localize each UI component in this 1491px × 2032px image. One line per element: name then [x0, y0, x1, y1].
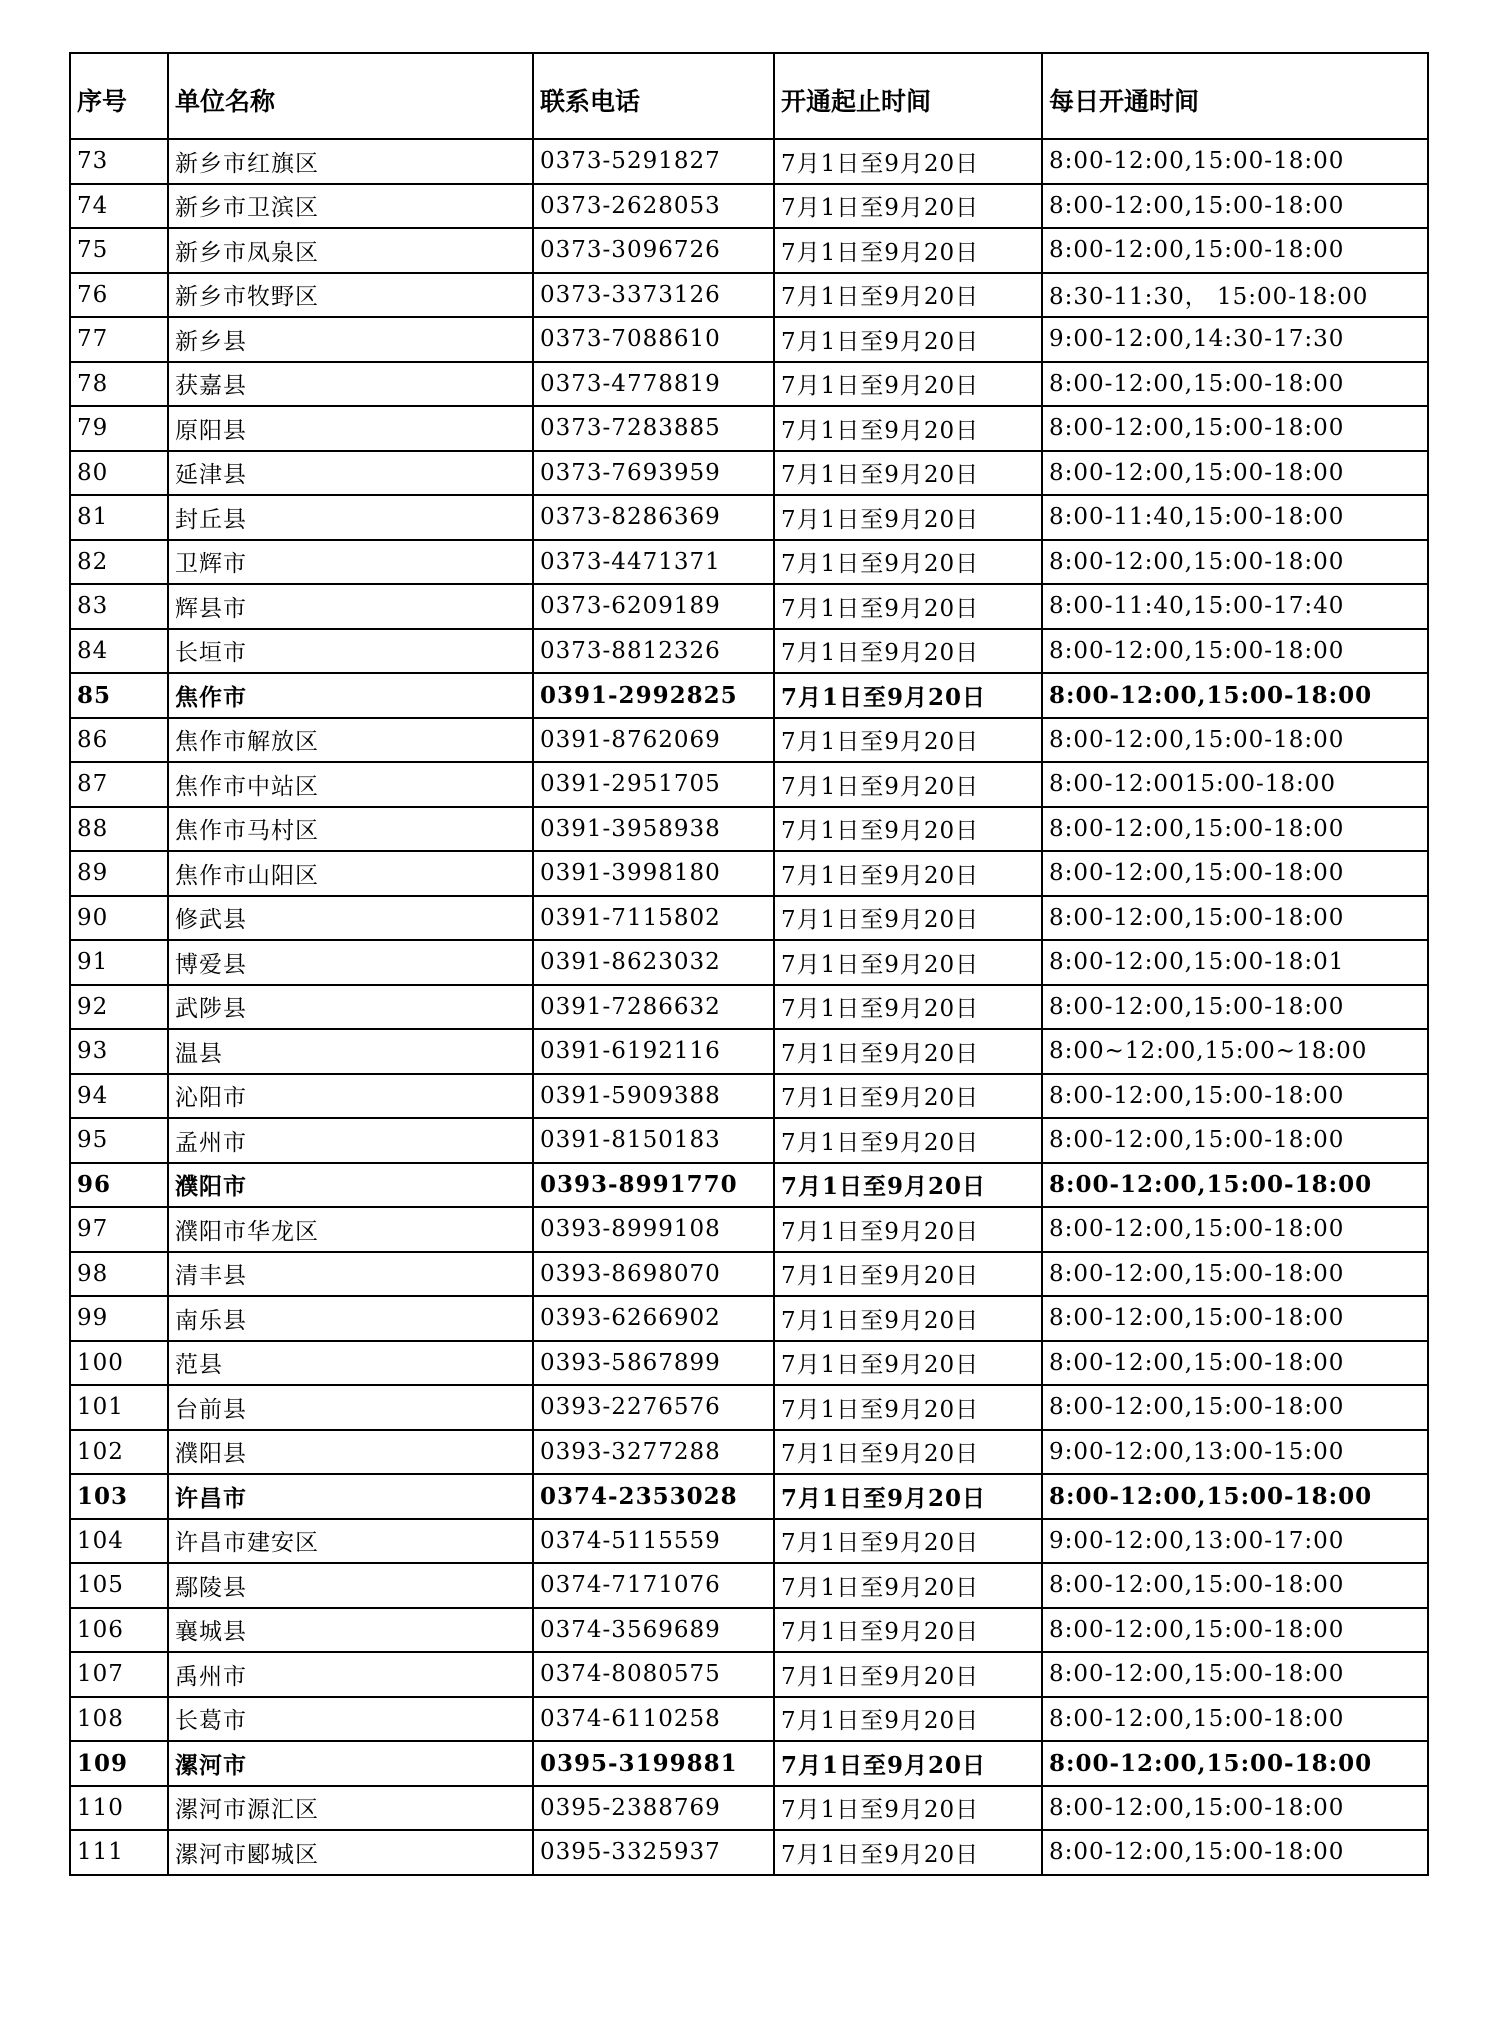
cell-serial-number: 90 [70, 896, 168, 941]
cell-serial-number: 83 [70, 584, 168, 629]
cell-daily-hours: 8:00-12:0015:00-18:00 [1042, 762, 1428, 807]
cell-service-period: 7月1日至9月20日 [774, 1563, 1042, 1608]
cell-contact-phone: 0393-5867899 [533, 1341, 774, 1386]
cell-daily-hours: 8:00-12:00,15:00-18:00 [1042, 1741, 1428, 1786]
header-row [70, 53, 1428, 139]
cell-unit-name: 焦作市 [168, 673, 533, 718]
cell-daily-hours: 9:00-12:00,13:00-17:00 [1042, 1519, 1428, 1564]
cell-serial-number: 81 [70, 495, 168, 540]
header-daily-hours: 每日开通时间 [1042, 53, 1428, 139]
cell-unit-name: 台前县 [168, 1385, 533, 1430]
cell-contact-phone: 0373-3373126 [533, 273, 774, 318]
cell-service-period: 7月1日至9月20日 [774, 1207, 1042, 1252]
table-row [70, 495, 1428, 540]
table-row [70, 1519, 1428, 1564]
cell-daily-hours: 8:00-12:00,15:00-18:00 [1042, 1207, 1428, 1252]
table-row [70, 540, 1428, 585]
cell-contact-phone: 0373-5291827 [533, 139, 774, 184]
cell-unit-name: 修武县 [168, 896, 533, 941]
table-row [70, 1563, 1428, 1608]
cell-daily-hours: 8:30-11:30， 15:00-18:00 [1042, 273, 1428, 318]
cell-serial-number: 79 [70, 406, 168, 451]
cell-serial-number: 84 [70, 629, 168, 674]
table-row [70, 807, 1428, 852]
cell-service-period: 7月1日至9月20日 [774, 1029, 1042, 1074]
header-unit-name: 单位名称 [168, 53, 533, 139]
cell-daily-hours: 8:00-12:00,15:00-18:00 [1042, 629, 1428, 674]
cell-contact-phone: 0391-7286632 [533, 985, 774, 1030]
table-row [70, 1652, 1428, 1697]
cell-service-period: 7月1日至9月20日 [774, 1252, 1042, 1297]
cell-unit-name: 焦作市中站区 [168, 762, 533, 807]
cell-service-period: 7月1日至9月20日 [774, 629, 1042, 674]
cell-serial-number: 75 [70, 228, 168, 273]
table-row [70, 1385, 1428, 1430]
cell-service-period: 7月1日至9月20日 [774, 139, 1042, 184]
table-row [70, 1163, 1428, 1208]
cell-service-period: 7月1日至9月20日 [774, 1163, 1042, 1208]
cell-service-period: 7月1日至9月20日 [774, 851, 1042, 896]
cell-service-period: 7月1日至9月20日 [774, 1830, 1042, 1875]
cell-unit-name: 漯河市 [168, 1741, 533, 1786]
table-row [70, 1830, 1428, 1875]
cell-unit-name: 新乡市卫滨区 [168, 184, 533, 229]
cell-daily-hours: 8:00-12:00,15:00-18:00 [1042, 139, 1428, 184]
cell-contact-phone: 0391-6192116 [533, 1029, 774, 1074]
cell-contact-phone: 0373-7283885 [533, 406, 774, 451]
table-row [70, 1118, 1428, 1163]
cell-contact-phone: 0373-8812326 [533, 629, 774, 674]
cell-serial-number: 105 [70, 1563, 168, 1608]
table-row [70, 673, 1428, 718]
cell-daily-hours: 8:00-12:00,15:00-18:00 [1042, 406, 1428, 451]
cell-unit-name: 范县 [168, 1341, 533, 1386]
cell-service-period: 7月1日至9月20日 [774, 1074, 1042, 1119]
cell-serial-number: 98 [70, 1252, 168, 1297]
cell-service-period: 7月1日至9月20日 [774, 1519, 1042, 1564]
cell-unit-name: 沁阳市 [168, 1074, 533, 1119]
cell-daily-hours: 8:00-12:00,15:00-18:00 [1042, 228, 1428, 273]
cell-daily-hours: 8:00-12:00,15:00-18:00 [1042, 1385, 1428, 1430]
cell-daily-hours: 8:00-12:00,15:00-18:00 [1042, 184, 1428, 229]
table-row [70, 718, 1428, 763]
cell-daily-hours: 8:00-12:00,15:00-18:00 [1042, 1296, 1428, 1341]
cell-service-period: 7月1日至9月20日 [774, 762, 1042, 807]
cell-daily-hours: 8:00-12:00,15:00-18:00 [1042, 1074, 1428, 1119]
table-row [70, 1074, 1428, 1119]
cell-daily-hours: 8:00-12:00,15:00-18:01 [1042, 940, 1428, 985]
cell-daily-hours: 8:00-12:00,15:00-18:00 [1042, 807, 1428, 852]
cell-daily-hours: 8:00-12:00,15:00-18:00 [1042, 1118, 1428, 1163]
cell-unit-name: 封丘县 [168, 495, 533, 540]
cell-daily-hours: 8:00-12:00,15:00-18:00 [1042, 1652, 1428, 1697]
cell-daily-hours: 8:00-12:00,15:00-18:00 [1042, 1608, 1428, 1653]
cell-unit-name: 温县 [168, 1029, 533, 1074]
cell-serial-number: 78 [70, 362, 168, 407]
table-row [70, 584, 1428, 629]
cell-serial-number: 97 [70, 1207, 168, 1252]
cell-contact-phone: 0373-4471371 [533, 540, 774, 585]
cell-serial-number: 101 [70, 1385, 168, 1430]
cell-contact-phone: 0395-2388769 [533, 1786, 774, 1831]
cell-unit-name: 博爱县 [168, 940, 533, 985]
cell-daily-hours: 8:00-12:00,15:00-18:00 [1042, 896, 1428, 941]
cell-daily-hours: 8:00-12:00,15:00-18:00 [1042, 851, 1428, 896]
table-body [70, 139, 1428, 1875]
table-row [70, 1341, 1428, 1386]
cell-unit-name: 焦作市山阳区 [168, 851, 533, 896]
table-row [70, 139, 1428, 184]
table-row [70, 896, 1428, 941]
cell-daily-hours: 8:00-12:00,15:00-18:00 [1042, 1830, 1428, 1875]
cell-contact-phone: 0374-5115559 [533, 1519, 774, 1564]
table-row [70, 362, 1428, 407]
cell-serial-number: 91 [70, 940, 168, 985]
cell-daily-hours: 8:00-12:00,15:00-18:00 [1042, 1252, 1428, 1297]
cell-unit-name: 卫辉市 [168, 540, 533, 585]
cell-service-period: 7月1日至9月20日 [774, 1385, 1042, 1430]
cell-contact-phone: 0373-2628053 [533, 184, 774, 229]
cell-contact-phone: 0393-8999108 [533, 1207, 774, 1252]
table-row [70, 317, 1428, 362]
cell-daily-hours: 8:00-11:40,15:00-18:00 [1042, 495, 1428, 540]
cell-service-period: 7月1日至9月20日 [774, 1697, 1042, 1742]
table-row [70, 1430, 1428, 1475]
cell-serial-number: 93 [70, 1029, 168, 1074]
cell-contact-phone: 0393-8698070 [533, 1252, 774, 1297]
cell-contact-phone: 0391-2992825 [533, 673, 774, 718]
cell-service-period: 7月1日至9月20日 [774, 1474, 1042, 1519]
cell-serial-number: 107 [70, 1652, 168, 1697]
cell-serial-number: 92 [70, 985, 168, 1030]
cell-unit-name: 许昌市建安区 [168, 1519, 533, 1564]
cell-daily-hours: 8:00-12:00,15:00-18:00 [1042, 362, 1428, 407]
table-row [70, 406, 1428, 451]
cell-daily-hours: 8:00-11:40,15:00-17:40 [1042, 584, 1428, 629]
cell-unit-name: 延津县 [168, 451, 533, 496]
cell-daily-hours: 8:00-12:00,15:00-18:00 [1042, 1563, 1428, 1608]
cell-contact-phone: 0391-3958938 [533, 807, 774, 852]
cell-unit-name: 禹州市 [168, 1652, 533, 1697]
cell-contact-phone: 0373-6209189 [533, 584, 774, 629]
table-row [70, 1786, 1428, 1831]
cell-service-period: 7月1日至9月20日 [774, 673, 1042, 718]
cell-unit-name: 鄢陵县 [168, 1563, 533, 1608]
cell-service-period: 7月1日至9月20日 [774, 317, 1042, 362]
contact-table [69, 52, 1429, 1876]
cell-contact-phone: 0391-8623032 [533, 940, 774, 985]
cell-daily-hours: 8:00-12:00,15:00-18:00 [1042, 540, 1428, 585]
cell-unit-name: 新乡市红旗区 [168, 139, 533, 184]
cell-service-period: 7月1日至9月20日 [774, 1296, 1042, 1341]
cell-serial-number: 111 [70, 1830, 168, 1875]
cell-unit-name: 武陟县 [168, 985, 533, 1030]
cell-serial-number: 85 [70, 673, 168, 718]
cell-serial-number: 95 [70, 1118, 168, 1163]
table-row [70, 1608, 1428, 1653]
cell-contact-phone: 0373-8286369 [533, 495, 774, 540]
cell-unit-name: 长垣市 [168, 629, 533, 674]
cell-unit-name: 孟州市 [168, 1118, 533, 1163]
cell-contact-phone: 0373-7088610 [533, 317, 774, 362]
cell-contact-phone: 0374-3569689 [533, 1608, 774, 1653]
cell-unit-name: 长葛市 [168, 1697, 533, 1742]
cell-unit-name: 南乐县 [168, 1296, 533, 1341]
table-row [70, 1474, 1428, 1519]
cell-service-period: 7月1日至9月20日 [774, 540, 1042, 585]
cell-unit-name: 襄城县 [168, 1608, 533, 1653]
table-row [70, 851, 1428, 896]
table-row [70, 1252, 1428, 1297]
cell-service-period: 7月1日至9月20日 [774, 807, 1042, 852]
cell-contact-phone: 0374-6110258 [533, 1697, 774, 1742]
cell-serial-number: 94 [70, 1074, 168, 1119]
cell-unit-name: 清丰县 [168, 1252, 533, 1297]
cell-service-period: 7月1日至9月20日 [774, 406, 1042, 451]
header-service-period: 开通起止时间 [774, 53, 1042, 139]
cell-service-period: 7月1日至9月20日 [774, 495, 1042, 540]
cell-unit-name: 新乡县 [168, 317, 533, 362]
table-row [70, 1296, 1428, 1341]
cell-serial-number: 77 [70, 317, 168, 362]
table-row [70, 1697, 1428, 1742]
cell-contact-phone: 0395-3199881 [533, 1741, 774, 1786]
cell-serial-number: 86 [70, 718, 168, 763]
cell-serial-number: 104 [70, 1519, 168, 1564]
cell-unit-name: 新乡市牧野区 [168, 273, 533, 318]
table-row [70, 228, 1428, 273]
cell-contact-phone: 0391-7115802 [533, 896, 774, 941]
cell-serial-number: 76 [70, 273, 168, 318]
table-row [70, 273, 1428, 318]
cell-contact-phone: 0374-7171076 [533, 1563, 774, 1608]
cell-unit-name: 原阳县 [168, 406, 533, 451]
cell-contact-phone: 0393-2276576 [533, 1385, 774, 1430]
header-serial-number: 序号 [70, 53, 168, 139]
cell-service-period: 7月1日至9月20日 [774, 451, 1042, 496]
cell-daily-hours: 8:00~12:00,15:00~18:00 [1042, 1029, 1428, 1074]
cell-daily-hours: 9:00-12:00,14:30-17:30 [1042, 317, 1428, 362]
cell-service-period: 7月1日至9月20日 [774, 1608, 1042, 1653]
cell-serial-number: 110 [70, 1786, 168, 1831]
cell-daily-hours: 9:00-12:00,13:00-15:00 [1042, 1430, 1428, 1475]
cell-unit-name: 焦作市马村区 [168, 807, 533, 852]
cell-serial-number: 102 [70, 1430, 168, 1475]
cell-unit-name: 濮阳市华龙区 [168, 1207, 533, 1252]
cell-daily-hours: 8:00-12:00,15:00-18:00 [1042, 718, 1428, 763]
cell-service-period: 7月1日至9月20日 [774, 896, 1042, 941]
cell-service-period: 7月1日至9月20日 [774, 1786, 1042, 1831]
cell-unit-name: 获嘉县 [168, 362, 533, 407]
cell-daily-hours: 8:00-12:00,15:00-18:00 [1042, 1474, 1428, 1519]
cell-contact-phone: 0374-2353028 [533, 1474, 774, 1519]
table-row [70, 762, 1428, 807]
table-row [70, 1207, 1428, 1252]
cell-serial-number: 74 [70, 184, 168, 229]
cell-serial-number: 80 [70, 451, 168, 496]
cell-daily-hours: 8:00-12:00,15:00-18:00 [1042, 1163, 1428, 1208]
cell-service-period: 7月1日至9月20日 [774, 1652, 1042, 1697]
cell-daily-hours: 8:00-12:00,15:00-18:00 [1042, 451, 1428, 496]
cell-contact-phone: 0391-2951705 [533, 762, 774, 807]
cell-serial-number: 106 [70, 1608, 168, 1653]
cell-daily-hours: 8:00-12:00,15:00-18:00 [1042, 673, 1428, 718]
cell-service-period: 7月1日至9月20日 [774, 1430, 1042, 1475]
cell-contact-phone: 0373-3096726 [533, 228, 774, 273]
cell-serial-number: 96 [70, 1163, 168, 1208]
cell-unit-name: 新乡市凤泉区 [168, 228, 533, 273]
cell-daily-hours: 8:00-12:00,15:00-18:00 [1042, 1341, 1428, 1386]
table-row [70, 940, 1428, 985]
cell-service-period: 7月1日至9月20日 [774, 184, 1042, 229]
cell-unit-name: 漯河市源汇区 [168, 1786, 533, 1831]
cell-serial-number: 89 [70, 851, 168, 896]
cell-serial-number: 87 [70, 762, 168, 807]
cell-unit-name: 许昌市 [168, 1474, 533, 1519]
cell-unit-name: 濮阳县 [168, 1430, 533, 1475]
cell-unit-name: 焦作市解放区 [168, 718, 533, 763]
cell-service-period: 7月1日至9月20日 [774, 584, 1042, 629]
cell-contact-phone: 0393-8991770 [533, 1163, 774, 1208]
cell-service-period: 7月1日至9月20日 [774, 273, 1042, 318]
cell-contact-phone: 0393-6266902 [533, 1296, 774, 1341]
table-row [70, 985, 1428, 1030]
cell-contact-phone: 0391-8150183 [533, 1118, 774, 1163]
cell-contact-phone: 0373-7693959 [533, 451, 774, 496]
cell-service-period: 7月1日至9月20日 [774, 1741, 1042, 1786]
cell-serial-number: 73 [70, 139, 168, 184]
cell-daily-hours: 8:00-12:00,15:00-18:00 [1042, 1786, 1428, 1831]
cell-serial-number: 103 [70, 1474, 168, 1519]
cell-service-period: 7月1日至9月20日 [774, 1341, 1042, 1386]
table-row [70, 451, 1428, 496]
cell-service-period: 7月1日至9月20日 [774, 940, 1042, 985]
table-row [70, 1741, 1428, 1786]
cell-contact-phone: 0373-4778819 [533, 362, 774, 407]
cell-serial-number: 99 [70, 1296, 168, 1341]
cell-service-period: 7月1日至9月20日 [774, 362, 1042, 407]
cell-serial-number: 82 [70, 540, 168, 585]
cell-contact-phone: 0374-8080575 [533, 1652, 774, 1697]
cell-contact-phone: 0391-8762069 [533, 718, 774, 763]
cell-contact-phone: 0395-3325937 [533, 1830, 774, 1875]
cell-contact-phone: 0391-3998180 [533, 851, 774, 896]
cell-unit-name: 濮阳市 [168, 1163, 533, 1208]
cell-serial-number: 100 [70, 1341, 168, 1386]
cell-service-period: 7月1日至9月20日 [774, 985, 1042, 1030]
cell-service-period: 7月1日至9月20日 [774, 718, 1042, 763]
cell-service-period: 7月1日至9月20日 [774, 228, 1042, 273]
cell-daily-hours: 8:00-12:00,15:00-18:00 [1042, 1697, 1428, 1742]
cell-daily-hours: 8:00-12:00,15:00-18:00 [1042, 985, 1428, 1030]
cell-serial-number: 108 [70, 1697, 168, 1742]
cell-contact-phone: 0391-5909388 [533, 1074, 774, 1119]
cell-unit-name: 漯河市郾城区 [168, 1830, 533, 1875]
cell-service-period: 7月1日至9月20日 [774, 1118, 1042, 1163]
cell-contact-phone: 0393-3277288 [533, 1430, 774, 1475]
table-row [70, 629, 1428, 674]
cell-unit-name: 辉县市 [168, 584, 533, 629]
header-contact-phone: 联系电话 [533, 53, 774, 139]
table-row [70, 184, 1428, 229]
cell-serial-number: 109 [70, 1741, 168, 1786]
cell-serial-number: 88 [70, 807, 168, 852]
table-row [70, 1029, 1428, 1074]
